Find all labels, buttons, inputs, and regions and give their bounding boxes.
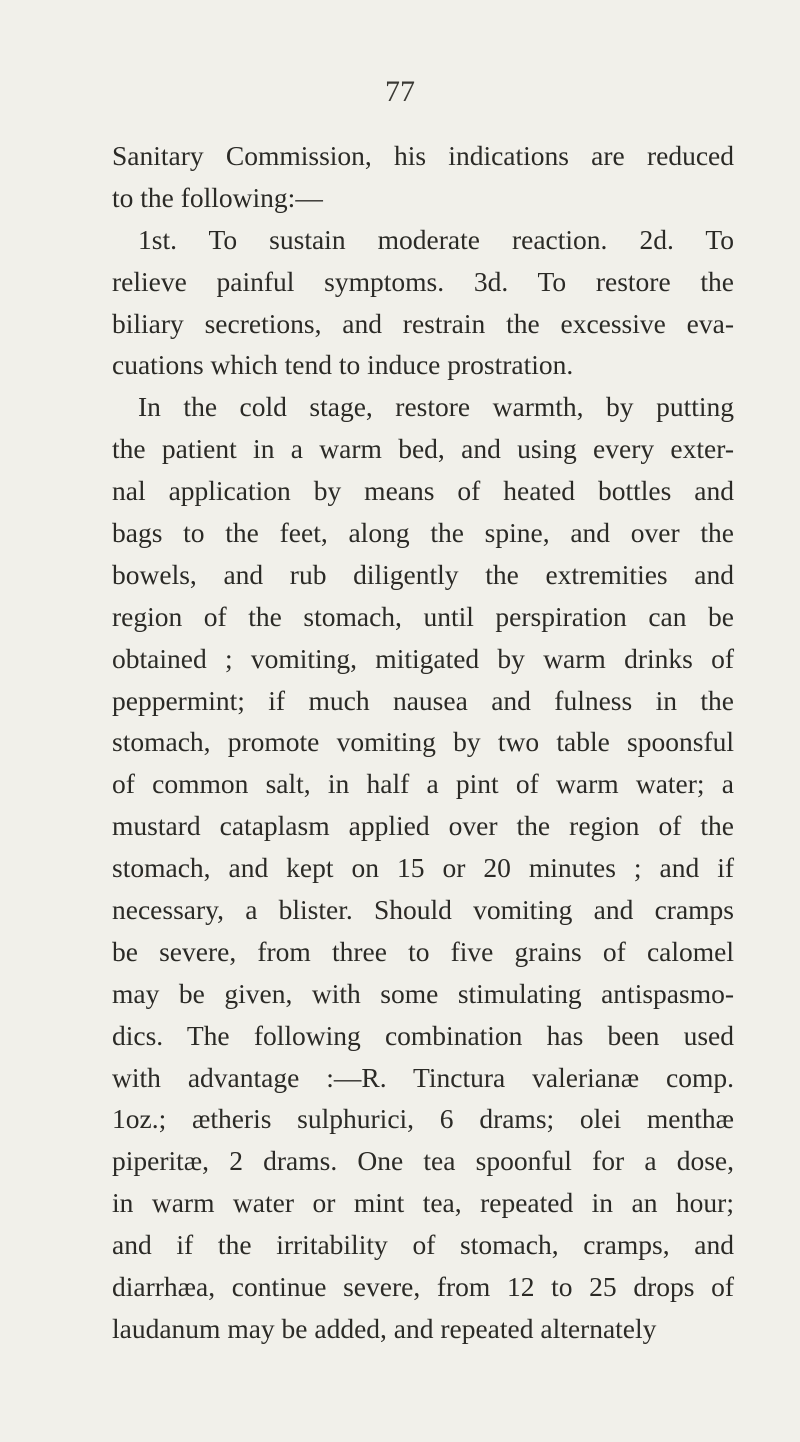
text-line: bowels, and rub diligently the extremities and bbox=[112, 558, 734, 590]
text-line: with advantage :—R. Tinctura valerianæ comp. bbox=[112, 1061, 734, 1093]
text-line: relieve painful symptoms. 3d. To restore the bbox=[112, 265, 734, 297]
text-line: diarrhæa, continue severe, from 12 to 25 drops of bbox=[112, 1271, 734, 1303]
text-line: 1oz.; ætheris sulphurici, 6 drams; olei menthæ bbox=[112, 1103, 734, 1135]
text-line: peppermint; if much nausea and fulness in the bbox=[112, 684, 734, 716]
body-text bbox=[112, 135, 734, 1350]
text-line: the patient in a warm bed, and using every exter- bbox=[112, 433, 734, 465]
text-line: laudanum may be added, and repeated alternately bbox=[112, 1312, 657, 1344]
text-line: nal application by means of heated bottles and bbox=[112, 475, 734, 507]
text-line: In the cold stage, restore warmth, by putting bbox=[138, 391, 734, 423]
text-line: in warm water or mint tea, repeated in an hour; bbox=[112, 1187, 734, 1219]
text-line: of common salt, in half a pint of warm water; a bbox=[112, 768, 734, 800]
text-line: be severe, from three to five grains of calomel bbox=[112, 935, 734, 967]
text-line: may be given, with some stimulating antispasmo- bbox=[112, 977, 734, 1009]
text-line: stomach, promote vomiting by two table spoonsful bbox=[112, 726, 734, 758]
text-line: dics. The following combination has been used bbox=[112, 1019, 734, 1051]
text-line: bags to the feet, along the spine, and over the bbox=[112, 517, 734, 549]
text-line: Sanitary Commission, his indications are reduced bbox=[112, 140, 734, 171]
text-line: and if the irritability of stomach, cramps, and bbox=[112, 1229, 734, 1261]
text-line: biliary secretions, and restrain the excessive eva- bbox=[112, 307, 734, 339]
text-line: to the following:— bbox=[112, 181, 323, 213]
text-line: necessary, a blister. Should vomiting and cramps bbox=[112, 894, 734, 926]
text-line: piperitæ, 2 drams. One tea spoonful for a dose, bbox=[112, 1145, 734, 1177]
text-line: cuations which tend to induce prostration. bbox=[112, 349, 574, 381]
text-line: mustard cataplasm applied over the region of the bbox=[112, 810, 734, 842]
text-line: 1st. To sustain moderate reaction. 2d. To bbox=[138, 223, 734, 255]
text-line: obtained ; vomiting, mitigated by warm drinks of bbox=[112, 642, 734, 674]
text-line: stomach, and kept on 15 or 20 minutes ; and if bbox=[112, 852, 734, 884]
page-number: 77 bbox=[385, 75, 415, 108]
text-line: region of the stomach, until perspiration can be bbox=[112, 600, 734, 632]
